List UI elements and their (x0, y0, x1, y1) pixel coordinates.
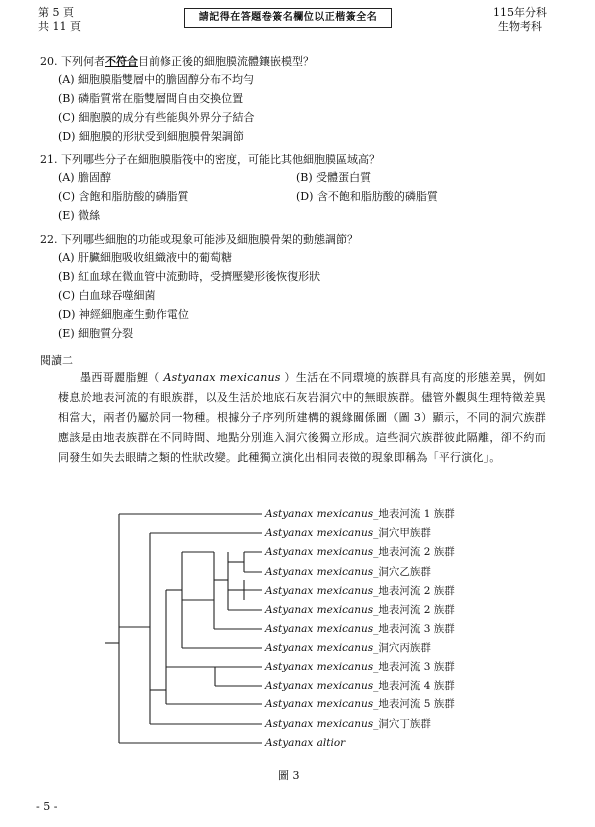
tree-leaf (265, 545, 455, 559)
leaf-species: Astyanax mexicanus (265, 527, 374, 539)
paragraph-text: 墨西哥麗脂鯉（ (80, 371, 164, 384)
leaf-group: _洞穴丁族群 (373, 718, 431, 730)
leaf-species: Astyanax mexicanus (265, 642, 374, 654)
question-number: 21. (40, 153, 58, 166)
species-name: Astyanax mexicanus (163, 371, 281, 384)
leaf-species: Astyanax mexicanus (265, 585, 374, 597)
tree-leaf (265, 622, 455, 636)
option-20-c: (C) 細胞膜的成分有些能與外界分子結合 (58, 111, 255, 124)
option-21-d: (D) 含不飽和脂肪酸的磷脂質 (296, 190, 438, 203)
leaf-species: Astyanax mexicanus (265, 546, 374, 558)
emphasis-not-match: 不符合 (105, 55, 138, 68)
option-21-b: (B) 受體蛋白質 (296, 171, 372, 184)
tree-leaf (265, 507, 455, 521)
reading-title: 閱讀二 (40, 354, 73, 367)
leaf-group: _地表河流 3 族群 (373, 661, 455, 673)
leaf-group: _洞穴甲族群 (373, 527, 431, 539)
leaf-species: Astyanax mexicanus (265, 508, 374, 520)
question-stem-part: 下列哪些分子在細胞膜脂筏中的密度，可能比其他細胞膜區域高？ (61, 153, 380, 166)
option-20-a: (A) 細胞膜脂雙層中的膽固醇分布不均勻 (58, 73, 255, 86)
option-21-e: (E) 微絲 (58, 209, 101, 222)
figure-caption: 圖 3 (278, 769, 300, 782)
tree-leaf (265, 717, 431, 731)
tree-leaf (265, 736, 345, 750)
exam-year: 115年分科 (493, 6, 547, 19)
leaf-group: _地表河流 2 族群 (373, 585, 455, 597)
option-22-e: (E) 細胞質分裂 (58, 327, 134, 340)
question-number: 22. (40, 233, 58, 246)
leaf-group: _洞穴乙族群 (373, 566, 431, 578)
paragraph-text: ）生活在不同環境的族群具有高度的形態差異，例如棲息於地表河流的有眼族群，以及生活於地底石灰岩洞穴中的無眼族群。儘管外觀與生理特徵差異相當大，兩者仍屬於同一物種。根據分子序列所建構的親緣關係圖（圖 3）顯示，不同的洞穴族群應該是由地表族群在不同時間、地點分別進入洞穴後獨立形成。這些洞穴族群彼此隔離，卻不約而同發生如失去眼睛之類的性狀改變。此種獨立演化出相同表徵的現象即稱為「平行演化」。 (58, 371, 546, 464)
tree-leaf (265, 641, 431, 655)
leaf-species: Astyanax mexicanus (265, 698, 374, 710)
tree-leaf (265, 660, 455, 674)
tree-leaf (265, 565, 431, 579)
page-total: 共 11 頁 (38, 20, 81, 33)
leaf-group: _地表河流 3 族群 (373, 623, 455, 635)
option-22-d: (D) 神經細胞產生動作電位 (58, 308, 189, 321)
tree-leaf (265, 679, 455, 693)
leaf-species: Astyanax altior (265, 737, 346, 749)
leaf-species: Astyanax mexicanus (265, 661, 374, 673)
question-stem-part: 目前修正後的細胞膜流體鑲嵌模型？ (138, 55, 314, 68)
option-20-d: (D) 細胞膜的形狀受到細胞膜骨架調節 (58, 130, 244, 143)
option-20-b: (B) 磷脂質常在脂雙層間自由交換位置 (58, 92, 244, 105)
leaf-species: Astyanax mexicanus (265, 566, 374, 578)
option-21-a: (A) 膽固醇 (58, 171, 112, 184)
leaf-species: Astyanax mexicanus (265, 718, 374, 730)
signature-notice: 請記得在答題卷簽名欄位以正楷簽全名 (184, 8, 392, 28)
leaf-group: _地表河流 2 族群 (373, 546, 455, 558)
tree-leaf (265, 584, 455, 598)
leaf-group: _地表河流 1 族群 (373, 508, 455, 520)
leaf-group: _洞穴丙族群 (373, 642, 431, 654)
tree-leaf (265, 697, 455, 711)
leaf-species: Astyanax mexicanus (265, 623, 374, 635)
leaf-group: _地表河流 5 族群 (373, 698, 455, 710)
tree-leaf (265, 603, 455, 617)
option-21-c: (C) 含飽和脂肪酸的磷脂質 (58, 190, 189, 203)
question-number: 20. (40, 55, 58, 68)
question-stem-part: 下列哪些細胞的功能或現象可能涉及細胞膜骨架的動態調節？ (61, 233, 358, 246)
page-current: 第 5 頁 (38, 6, 74, 19)
exam-subject: 生物考科 (498, 20, 542, 33)
leaf-group: _地表河流 4 族群 (373, 680, 455, 692)
page-number: - 5 - (36, 800, 58, 813)
leaf-species: Astyanax mexicanus (265, 604, 374, 616)
option-22-b: (B) 紅血球在微血管中流動時，受擠壓變形後恢復形狀 (58, 270, 321, 283)
leaf-species: Astyanax mexicanus (265, 680, 374, 692)
question-stem-part: 下列何者 (61, 55, 105, 68)
leaf-group: _地表河流 2 族群 (373, 604, 455, 616)
option-22-c: (C) 白血球吞噬細菌 (58, 289, 156, 302)
option-22-a: (A) 肝臟細胞吸收組織液中的葡萄糖 (58, 251, 233, 264)
tree-leaf (265, 526, 431, 540)
